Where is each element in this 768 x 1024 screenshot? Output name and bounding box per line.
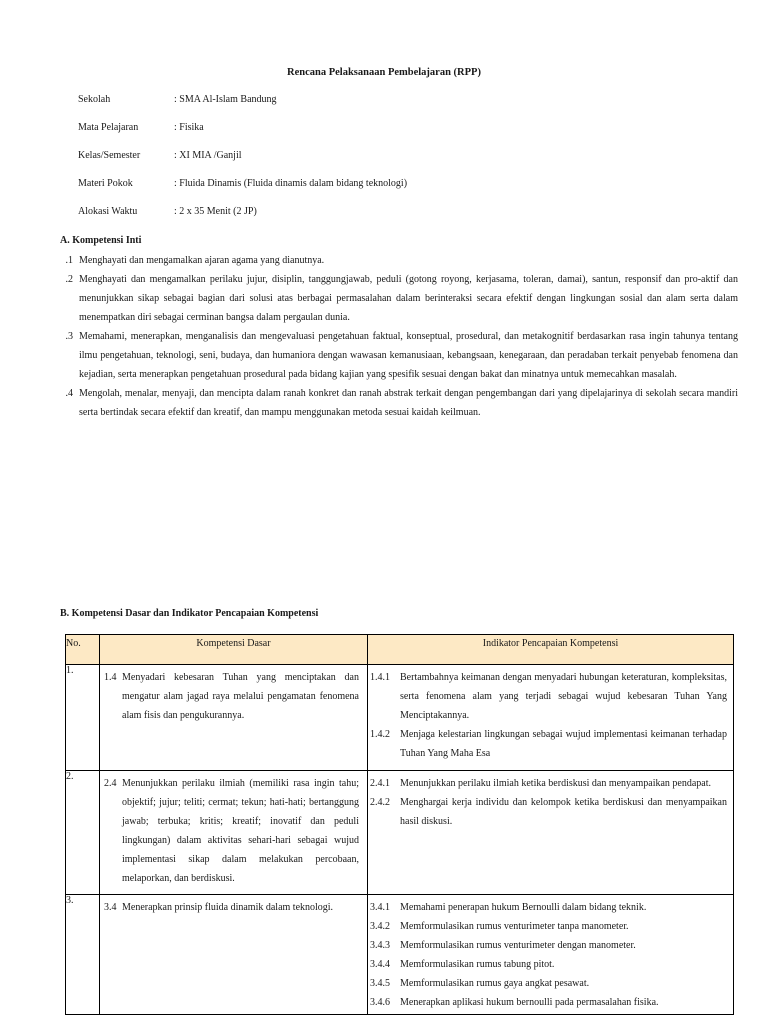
list-item: 1. Menghayati dan mengamalkan ajaran agama yang dianutnya. — [65, 255, 325, 266]
identity-label: Materi Pokok — [78, 178, 133, 189]
list-item: 4. Mengolah, menalar, menyaji, dan mencipta dalam ranah konkret dan ranah abstrak terkait dengan pengembangan dari yang dipelajarinya di sekolah secara mandiri serta bertindak secara efektif dan kreatif, dan mampu menggunakan metoda sesuai kaidah keilmuan. — [65, 388, 738, 418]
list-item-text: Menghayati dan mengamalkan ajaran agama yang dianutnya. — [79, 255, 325, 266]
indicator-code: 3.4.3 — [370, 940, 390, 951]
indicator-cell — [368, 895, 734, 1015]
row-number: 2. — [66, 771, 100, 895]
indicator-code: 3.4.1 — [370, 902, 390, 913]
basic-competency-cell — [100, 895, 368, 1015]
indicator-cell — [368, 665, 734, 771]
competency-text: Menunjukkan perilaku ilmiah (memiliki rasa ingin tahu; objektif; jujur; teliti; cermat; tekun; hati-hati; bertanggung jawab; terbuka; kritis; kreatif; inovatif dan peduli lingkungan) dalam aktivitas sehari-hari sebagai wujud implementasi sikap dalam melakukan percobaan, melaporkan, dan berdiskusi. — [122, 778, 359, 884]
identity-value: : XI MIA /Ganjil — [174, 150, 242, 161]
indicator-text: Memformulasikan rumus tabung pitot. — [400, 959, 555, 970]
identity-label: Alokasi Waktu — [78, 206, 138, 217]
section-b-heading: B. Kompetensi Dasar dan Indikator Pencapaian Kompetensi — [60, 608, 319, 619]
indicator-text: Bertambahnya keimanan dengan menyadari hubungan keteraturan, kompleksitas, serta fenomena alam yang terjadi sebagai wujud kebesaran Tuhan Yang Menciptakannya. — [400, 672, 727, 721]
section-a-heading: A. Kompetensi Inti — [60, 235, 142, 246]
indicator-code: 1.4.2 — [370, 729, 390, 740]
indicator-item — [370, 725, 727, 763]
competency-table — [65, 634, 734, 1015]
indicator-item — [370, 774, 727, 793]
competency-code: 1.4 — [104, 672, 117, 683]
indicator-item — [370, 668, 727, 725]
indicator-item — [370, 993, 727, 1012]
table-row — [66, 771, 734, 895]
indicator-text: Memformulasikan rumus venturimeter tanpa manometer. — [400, 921, 629, 932]
list-item-text: Memahami, menerapkan, menganalisis dan mengevaluasi pengetahuan faktual, konseptual, prosedural, dan metakognitif berdasarkan rasa ingin tahunya tentang ilmu pengetahuan, teknologi, seni, budaya, dan humaniora dengan wawasan kemanusiaan, kebangsaan, kenegaraan, dan peradaban terkait penyebab fenomena dan kejadian, serta menerapkan pengetahuan prosedural pada bidang kajian yang spesifik sesuai dengan bakat dan minatnya untuk memecahkan masalah. — [79, 331, 738, 380]
indicator-item — [370, 898, 727, 917]
indicator-text: Menghargai kerja individu dan kelompok ketika berdiskusi dan menyampaikan hasil diskusi. — [400, 797, 727, 827]
indicator-code: 3.4.6 — [370, 997, 390, 1008]
indicator-code: 2.4.1 — [370, 778, 390, 789]
indicator-code: 3.4.4 — [370, 959, 390, 970]
identity-label: Kelas/Semester — [78, 150, 141, 161]
indicator-text: Menunjukkan perilaku ilmiah ketika berdiskusi dan menyampaikan pendapat. — [400, 778, 712, 789]
table-row — [66, 895, 734, 1015]
competency-code: 3.4 — [104, 902, 117, 913]
indicator-code: 3.4.2 — [370, 921, 390, 932]
competency-text: Menerapkan prinsip fluida dinamik dalam teknologi. — [122, 902, 334, 913]
indicator-text: Menerapkan aplikasi hukum bernoulli pada permasalahan fisika. — [400, 997, 659, 1008]
list-item-text: Mengolah, menalar, menyaji, dan mencipta dalam ranah konkret dan ranah abstrak terkait dengan pengembangan dari yang dipelajarinya di sekolah secara mandiri serta bertindak secara efektif dan kreatif, dan mampu menggunakan metoda sesuai kaidah keilmuan. — [79, 388, 738, 418]
header-no: No. — [66, 635, 100, 665]
identity-label: Mata Pelajaran — [78, 122, 139, 133]
indicator-cell — [368, 771, 734, 895]
basic-competency-cell — [100, 771, 368, 895]
identity-value: : SMA Al-Islam Bandung — [174, 94, 277, 105]
indicator-code: 3.4.5 — [370, 978, 390, 989]
indicator-item — [370, 917, 727, 936]
core-competency-list — [60, 251, 738, 422]
table-header-row — [66, 635, 734, 665]
list-item: 3. Memahami, menerapkan, menganalisis dan mengevaluasi pengetahuan faktual, konseptual, prosedural, dan metakognitif berdasarkan rasa ingin tahunya tentang ilmu pengetahuan, teknologi, seni, budaya, dan humaniora dengan wawasan kemanusiaan, kebangsaan, kenegaraan, dan peradaban terkait penyebab fenomena dan kejadian, serta menerapkan pengetahuan prosedural pada bidang kajian yang spesifik sesuai dengan bakat dan minatnya untuk memecahkan masalah. — [65, 331, 738, 380]
basic-competency-cell — [100, 665, 368, 771]
indicator-code: 2.4.2 — [370, 797, 390, 808]
indicator-text: Memahami penerapan hukum Bernoulli dalam bidang teknik. — [400, 902, 647, 913]
indicator-item — [370, 974, 727, 993]
indicator-text: Memformulasikan rumus venturimeter dengan manometer. — [400, 940, 636, 951]
identity-label: Sekolah — [78, 94, 111, 105]
identity-value: : 2 x 35 Menit (2 JP) — [174, 206, 257, 217]
indicator-text: Memformulasikan rumus gaya angkat pesawat. — [400, 978, 590, 989]
indicator-text: Menjaga kelestarian lingkungan sebagai wujud implementasi keimanan terhadap Tuhan Yang Maha Esa — [400, 729, 727, 759]
identity-value: : Fisika — [174, 122, 204, 133]
list-item-text: Menghayati dan mengamalkan perilaku jujur, disiplin, tanggungjawab, peduli (gotong royong, kerjasama, toleran, damai), santun, responsif dan pro-aktif dan menunjukkan sikap sebagai bagian dari solusi atas berbagai permasalahan dalam berinteraksi secara efektif dengan lingkungan sosial dan alam serta dalam menempatkan diri sebagai cerminan bangsa dalam pergaulan dunia. — [79, 274, 738, 323]
indicator-item — [370, 936, 727, 955]
competency-text: Menyadari kebesaran Tuhan yang menciptakan dan mengatur alam jagad raya melalui pengamatan fenomena alam fisis dan pengukurannya. — [122, 672, 359, 721]
indicator-code: 1.4.1 — [370, 672, 390, 683]
indicator-item — [370, 955, 727, 974]
list-item: 2. Menghayati dan mengamalkan perilaku jujur, disiplin, tanggungjawab, peduli (gotong royong, kerjasama, toleran, damai), santun, responsif dan pro-aktif dan menunjukkan sikap sebagai bagian dari solusi atas berbagai permasalahan dalam berinteraksi secara efektif dengan lingkungan sosial dan alam serta dalam menempatkan diri sebagai cerminan bangsa dalam pergaulan dunia. — [65, 274, 738, 323]
page-title: Rencana Pelaksanaan Pembelajaran (RPP) — [287, 67, 481, 78]
header-basic-competency: Kompetensi Dasar — [100, 635, 368, 665]
identity-value: : Fluida Dinamis (Fluida dinamis dalam bidang teknologi) — [174, 178, 408, 189]
header-indicators: Indikator Pencapaian Kompetensi — [368, 635, 734, 665]
row-number: 1. — [66, 665, 100, 771]
indicator-item — [370, 793, 727, 831]
row-number: 3. — [66, 895, 100, 1015]
competency-code: 2.4 — [104, 778, 117, 789]
table-row — [66, 665, 734, 771]
